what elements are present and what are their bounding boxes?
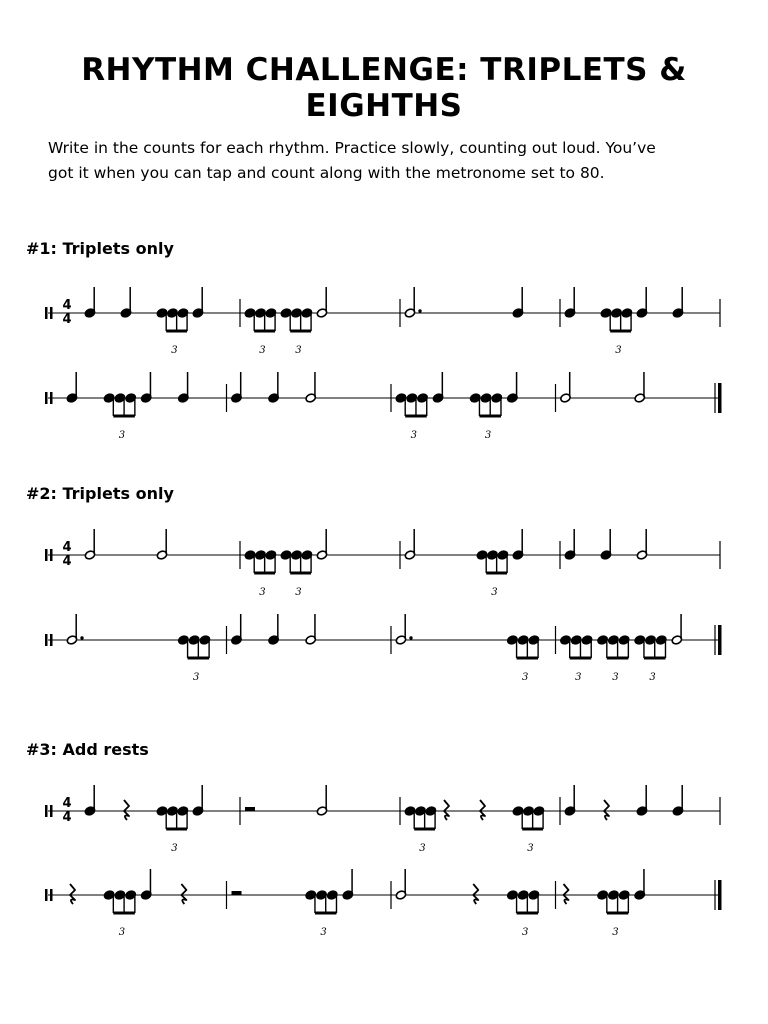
triplet-number: 3: [295, 587, 302, 598]
triplet-number: 3: [575, 672, 582, 683]
triplet-number: 3: [615, 345, 622, 356]
section-heading-1: #1: Triplets only: [26, 239, 174, 258]
triplet-number: 3: [118, 430, 126, 441]
percussion-clef: [45, 634, 48, 646]
percussion-clef: [50, 889, 53, 901]
percussion-clef: [45, 307, 48, 319]
triplet-number: 3: [171, 345, 178, 356]
triplet-number: 3: [521, 927, 529, 938]
staff-3: [45, 540, 720, 569]
instructions-line-2: got it when you can tap and count along with the metronome set to 80.: [48, 164, 605, 182]
augmentation-dot: [418, 309, 421, 312]
percussion-clef: [50, 392, 53, 404]
quarter-rest: [70, 884, 75, 904]
triplet-number: 3: [295, 345, 302, 356]
instructions-line-1: Write in the counts for each rhythm. Practice slowly, counting out loud. You’ve: [48, 139, 656, 157]
time-signature-top: 4: [62, 298, 72, 313]
final-barline-thick: [718, 383, 722, 413]
triplet-number: 3: [612, 927, 619, 938]
quarter-rest: [604, 800, 609, 820]
triplet-number: 3: [521, 672, 529, 683]
time-signature-bottom: 4: [62, 810, 72, 825]
time-signature-top: 4: [62, 540, 72, 555]
half-rest: [245, 807, 255, 811]
percussion-clef: [45, 805, 48, 817]
percussion-clef: [45, 392, 48, 404]
quarter-rest: [564, 884, 569, 904]
triplet-number: 3: [320, 927, 327, 938]
triplet-number: 3: [171, 843, 178, 854]
triplet-number: 3: [527, 843, 534, 854]
quarter-rest: [473, 884, 478, 904]
quarter-rest: [444, 800, 449, 820]
time-signature-top: 4: [62, 796, 72, 811]
quarter-rest: [480, 800, 485, 820]
triplet-number: 3: [419, 843, 426, 854]
augmentation-dot: [409, 636, 412, 639]
time-signature-bottom: 4: [62, 312, 72, 327]
percussion-clef: [50, 634, 53, 646]
half-rest: [232, 891, 242, 895]
percussion-clef: [45, 889, 48, 901]
quarter-rest: [124, 800, 129, 820]
time-signature-bottom: 4: [62, 554, 72, 569]
triplet-number: 3: [259, 345, 266, 356]
triplet-number: 3: [491, 587, 498, 598]
augmentation-dot: [80, 636, 83, 639]
percussion-clef: [50, 805, 53, 817]
final-barline-thick: [718, 625, 722, 655]
triplet-number: 3: [484, 430, 492, 441]
section-heading-2: #2: Triplets only: [26, 484, 174, 503]
section-heading-3: #3: Add rests: [26, 740, 149, 759]
worksheet-title: RHYTHM CHALLENGE: TRIPLETS & EIGHTHS: [81, 52, 687, 124]
quarter-rest: [181, 884, 186, 904]
triplet-number: 3: [649, 672, 656, 683]
percussion-clef: [45, 549, 48, 561]
triplet-number: 3: [612, 672, 619, 683]
triplet-number: 3: [259, 587, 266, 598]
triplet-number: 3: [410, 430, 417, 441]
staff-5: [45, 796, 720, 825]
final-barline-thick: [718, 880, 722, 910]
triplet-number: 3: [118, 927, 126, 938]
percussion-clef: [50, 307, 53, 319]
triplet-number: 3: [192, 672, 200, 683]
percussion-clef: [50, 549, 53, 561]
